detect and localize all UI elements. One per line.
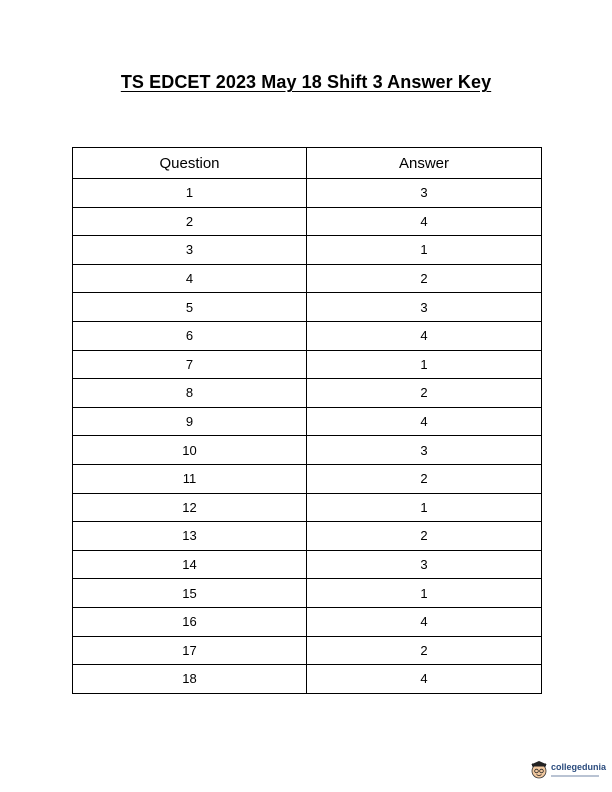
column-header-question: Question — [73, 148, 307, 179]
question-number-cell: 11 — [73, 464, 307, 493]
question-number-cell: 8 — [73, 379, 307, 408]
table-row — [73, 350, 542, 379]
table-row — [73, 493, 542, 522]
column-header-answer: Answer — [307, 148, 542, 179]
question-number-cell: 17 — [73, 636, 307, 665]
table-body — [73, 179, 542, 694]
question-number-cell: 7 — [73, 350, 307, 379]
question-number-cell: 13 — [73, 522, 307, 551]
table-row — [73, 179, 542, 208]
brand-watermark — [529, 760, 606, 780]
question-number-cell: 16 — [73, 607, 307, 636]
question-number-cell: 15 — [73, 579, 307, 608]
table-row — [73, 607, 542, 636]
answer-cell: 2 — [307, 264, 542, 293]
mascot-logo-icon — [529, 760, 549, 780]
question-number-cell: 6 — [73, 321, 307, 350]
question-number-cell: 1 — [73, 179, 307, 208]
answer-cell: 4 — [307, 407, 542, 436]
answer-cell: 2 — [307, 636, 542, 665]
table-row — [73, 550, 542, 579]
table-row — [73, 579, 542, 608]
table-row — [73, 236, 542, 265]
question-number-cell: 18 — [73, 665, 307, 694]
table-row — [73, 665, 542, 694]
answer-cell: 4 — [307, 607, 542, 636]
table-row — [73, 207, 542, 236]
brand-tagline-bar — [551, 775, 599, 777]
question-number-cell: 5 — [73, 293, 307, 322]
table-row — [73, 636, 542, 665]
answer-cell: 2 — [307, 522, 542, 551]
question-number-cell: 14 — [73, 550, 307, 579]
answer-cell: 3 — [307, 436, 542, 465]
table-row — [73, 293, 542, 322]
question-number-cell: 9 — [73, 407, 307, 436]
answer-cell: 2 — [307, 464, 542, 493]
table-row — [73, 522, 542, 551]
table-row — [73, 321, 542, 350]
answer-cell: 1 — [307, 579, 542, 608]
answer-cell: 3 — [307, 179, 542, 208]
table-row — [73, 379, 542, 408]
answer-key-table — [72, 147, 542, 694]
question-number-cell: 4 — [73, 264, 307, 293]
answer-cell: 3 — [307, 550, 542, 579]
table-row — [73, 407, 542, 436]
question-number-cell: 2 — [73, 207, 307, 236]
answer-cell: 4 — [307, 207, 542, 236]
question-number-cell: 10 — [73, 436, 307, 465]
answer-cell: 1 — [307, 493, 542, 522]
table-row — [73, 264, 542, 293]
table-row — [73, 436, 542, 465]
answer-cell: 4 — [307, 665, 542, 694]
table-row — [73, 464, 542, 493]
question-number-cell: 12 — [73, 493, 307, 522]
brand-name: collegedunia — [550, 762, 606, 772]
answer-cell: 1 — [307, 236, 542, 265]
table-header-row — [73, 148, 542, 179]
page-title: TS EDCET 2023 May 18 Shift 3 Answer Key — [120, 72, 492, 92]
question-number-cell: 3 — [73, 236, 307, 265]
answer-cell: 1 — [307, 350, 542, 379]
answer-cell: 2 — [307, 379, 542, 408]
answer-cell: 3 — [307, 293, 542, 322]
answer-cell: 4 — [307, 321, 542, 350]
